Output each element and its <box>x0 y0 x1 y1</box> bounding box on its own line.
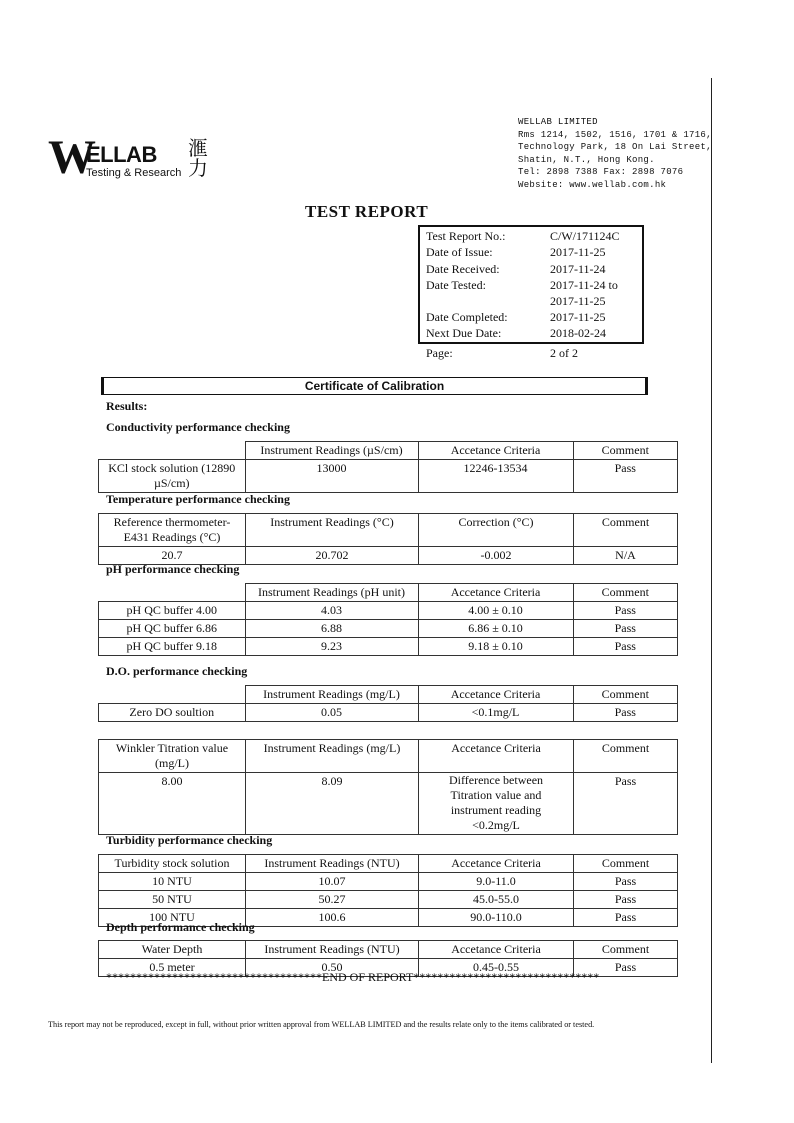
table-cell: 9.18 ± 0.10 <box>418 638 573 656</box>
table-cell: 4.03 <box>245 602 418 620</box>
header-cell: Accetance Criteria <box>418 584 573 602</box>
report-info-value: 2017-11-25 <box>550 294 606 308</box>
report-info-label: Date of Issue: <box>426 245 493 259</box>
table-cell: 0.5 meter <box>99 959 246 977</box>
table-cell: 45.0-55.0 <box>419 891 574 909</box>
report-info-label: Date Completed: <box>426 310 508 324</box>
table-row <box>99 602 678 620</box>
header-cell <box>99 686 246 704</box>
table-cell: 9.0-11.0 <box>419 873 574 891</box>
header-cell: Accetance Criteria <box>418 442 573 460</box>
header-cell: Comment <box>574 855 678 873</box>
page-title: TEST REPORT <box>305 202 429 221</box>
turbidity-heading: Turbidity performance checking <box>106 833 273 847</box>
table-cell: 12246-13534 <box>418 460 573 493</box>
header-cell: Water Depth <box>99 941 246 959</box>
logo-tagline: Testing & Research <box>86 167 182 179</box>
header-cell: Instrument Readings (pH unit) <box>245 584 418 602</box>
header-cell: Comment <box>574 514 678 547</box>
table-cell: 0.50 <box>246 959 419 977</box>
table-cell: 4.00 ± 0.10 <box>418 602 573 620</box>
report-info-value: C/W/171124C <box>550 229 620 243</box>
table-row <box>99 460 678 493</box>
table-cell: Pass <box>574 891 678 909</box>
table-cell: 50 NTU <box>99 891 246 909</box>
header-cell: Correction (°C) <box>419 514 574 547</box>
conductivity-table <box>98 441 678 493</box>
table-cell: 20.7 <box>99 547 246 565</box>
table-cell: 10.07 <box>246 873 419 891</box>
header-cell: Accetance Criteria <box>419 941 574 959</box>
table-cell: Pass <box>573 620 678 638</box>
logo-w-letter: W <box>48 131 94 184</box>
logo-name: ELLAB <box>86 142 157 167</box>
table-cell: 6.88 <box>245 620 418 638</box>
header-cell: Instrument Readings (NTU) <box>246 941 419 959</box>
report-info-value: 2017-11-24 <box>550 262 606 276</box>
table-header-row <box>99 442 678 460</box>
table-cell: Pass <box>573 602 678 620</box>
table-row <box>99 638 678 656</box>
table-cell: 50.27 <box>246 891 419 909</box>
table-cell: KCl stock solution (12890 µS/cm) <box>99 460 246 493</box>
table-cell: 0.45-0.55 <box>419 959 574 977</box>
header-cell: Comment <box>573 686 678 704</box>
turbidity-table <box>98 854 678 927</box>
address-line: Rms 1214, 1502, 1516, 1701 & 1716, <box>518 129 712 140</box>
table-row <box>99 704 678 722</box>
company-address <box>518 116 712 191</box>
table-cell: 13000 <box>245 460 418 493</box>
report-info-value: 2 of 2 <box>550 346 578 360</box>
header-cell <box>99 442 246 460</box>
table-cell: 9.23 <box>245 638 418 656</box>
table-cell: Pass <box>573 460 678 493</box>
header-cell: Instrument Readings (mg/L) <box>246 740 419 773</box>
table-cell: Pass <box>574 873 678 891</box>
contact-website: Website: www.wellab.com.hk <box>518 179 667 190</box>
contact-phone-fax: Tel: 2898 7388 Fax: 2898 7076 <box>518 167 684 177</box>
winkler-table <box>98 739 678 835</box>
table-cell: N/A <box>574 547 678 565</box>
report-info-label: Date Received: <box>426 262 500 276</box>
table-cell: pH QC buffer 9.18 <box>99 638 246 656</box>
wellab-logo <box>48 131 218 184</box>
table-cell: 10 NTU <box>99 873 246 891</box>
header-cell: Accetance Criteria <box>418 686 573 704</box>
report-info-label: Next Due Date: <box>426 326 502 340</box>
header-cell: Comment <box>573 584 678 602</box>
table-header-row <box>99 855 678 873</box>
results-label: Results: <box>106 399 148 413</box>
report-info-value: 2017-11-25 <box>550 245 606 259</box>
ph-table <box>98 583 678 656</box>
table-row <box>99 891 678 909</box>
table-header-row <box>99 584 678 602</box>
table-cell: Pass <box>573 638 678 656</box>
header-cell: Instrument Readings (mg/L) <box>245 686 418 704</box>
table-cell: pH QC buffer 4.00 <box>99 602 246 620</box>
header-cell: Accetance Criteria <box>419 740 574 773</box>
footer-disclaimer: This report may not be reproduced, except in full, without prior written approval from WELLAB LIMITED and the results relate only to the items calibrated or tested. <box>48 1020 595 1029</box>
header-cell: Instrument Readings (°C) <box>246 514 419 547</box>
table-cell: 8.09 <box>246 773 419 835</box>
page-margin-line <box>711 78 712 1063</box>
table-cell: 8.00 <box>99 773 246 835</box>
table-row <box>99 873 678 891</box>
header-cell: Winkler Titration value (mg/L) <box>99 740 246 773</box>
table-cell: 90.0-110.0 <box>419 909 574 927</box>
certificate-heading: Certificate of Calibration <box>101 377 648 395</box>
table-row <box>99 773 678 835</box>
table-cell: Pass <box>574 773 678 835</box>
do-table <box>98 685 678 722</box>
ph-heading: pH performance checking <box>106 562 240 576</box>
table-cell: 100.6 <box>246 909 419 927</box>
end-of-report: ************************************END OF REPORT******************************* <box>106 970 600 984</box>
logo-chinese-name: 滙力 <box>188 136 208 180</box>
temperature-heading: Temperature performance checking <box>106 492 290 506</box>
address-line: Technology Park, 18 On Lai Street, <box>518 142 712 152</box>
header-cell: Comment <box>573 442 678 460</box>
company-name: WELLAB LIMITED <box>518 117 598 127</box>
table-cell: Pass <box>573 704 678 722</box>
table-cell: 20.702 <box>246 547 419 565</box>
header-cell: Turbidity stock solution <box>99 855 246 873</box>
table-cell: Pass <box>574 959 678 977</box>
report-info-label: Date Tested: <box>426 278 486 292</box>
report-info-value: 2017-11-24 to <box>550 278 618 292</box>
header-cell: Instrument Readings (µS/cm) <box>245 442 418 460</box>
table-header-row <box>99 514 678 547</box>
header-cell: Comment <box>574 941 678 959</box>
do-heading: D.O. performance checking <box>106 664 248 678</box>
table-cell: Pass <box>574 909 678 927</box>
header-cell: Instrument Readings (NTU) <box>246 855 419 873</box>
report-info-label: Page: <box>426 346 453 360</box>
table-cell: pH QC buffer 6.86 <box>99 620 246 638</box>
header-cell <box>99 584 246 602</box>
table-header-row <box>99 740 678 773</box>
table-row <box>99 620 678 638</box>
table-cell: Difference between Titration value and instrument reading <0.2mg/L <box>419 773 574 835</box>
address-line: Shatin, N.T., Hong Kong. <box>518 154 655 165</box>
report-info-value: 2018-02-24 <box>550 326 606 340</box>
table-cell: 100 NTU <box>99 909 246 927</box>
conductivity-heading: Conductivity performance checking <box>106 420 290 434</box>
header-cell: Comment <box>574 740 678 773</box>
report-info-label: Test Report No.: <box>426 229 506 243</box>
report-info-value: 2017-11-25 <box>550 310 606 324</box>
table-cell: <0.1mg/L <box>418 704 573 722</box>
temperature-table <box>98 513 678 565</box>
header-cell: Accetance Criteria <box>419 855 574 873</box>
header-cell: Reference thermometer-E431 Readings (°C) <box>99 514 246 547</box>
table-header-row <box>99 941 678 959</box>
table-header-row <box>99 686 678 704</box>
table-cell: Zero DO soultion <box>99 704 246 722</box>
depth-heading: Depth performance checking <box>106 920 255 934</box>
table-cell: -0.002 <box>419 547 574 565</box>
table-cell: 0.05 <box>245 704 418 722</box>
table-cell: 6.86 ± 0.10 <box>418 620 573 638</box>
